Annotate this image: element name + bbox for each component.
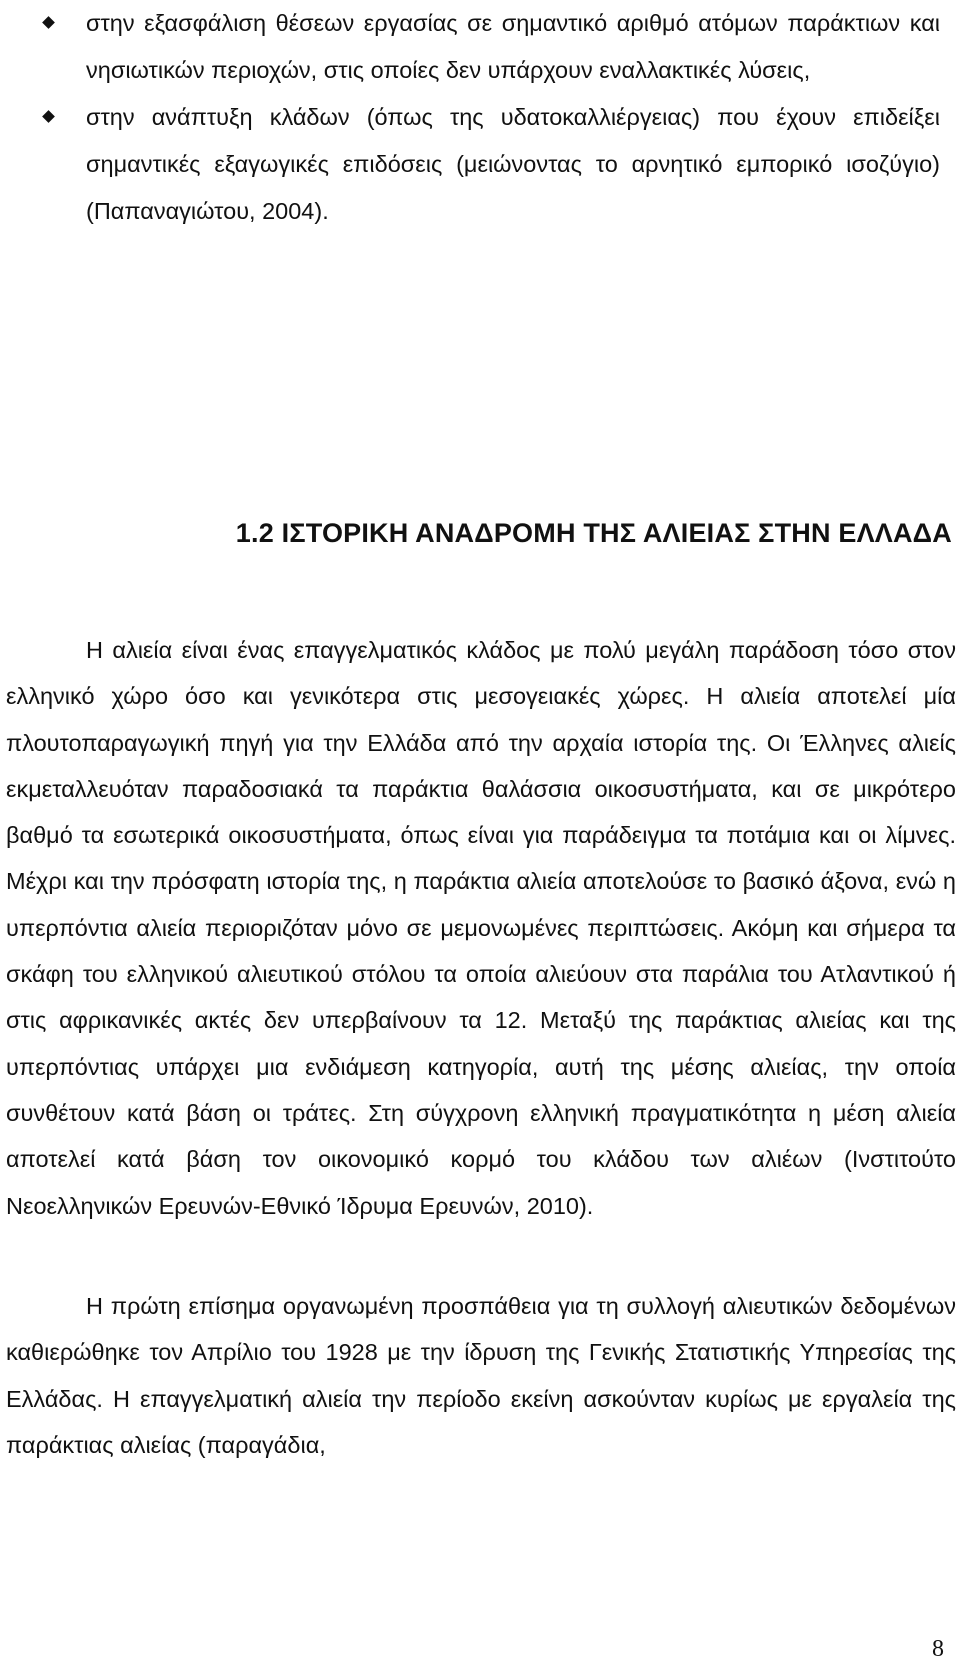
bullet-item — [40, 0, 940, 94]
body-paragraph: Η αλιεία είναι ένας επαγγελματικός κλάδος με πολύ μεγάλη παράδοση τόσο στον ελληνικό χώρο όσο και γενικότερα στις μεσογειακές χώρες. Η αλιεία αποτελεί μία πλουτοπαραγωγική πηγή για την Ελλάδα από την αρχαία ιστορία της. Οι Έλληνες αλιείς εκμεταλλευόταν παραδοσιακά τα παράκτια θαλάσσια οικοσυστήματα, και σε μικρότερο βαθμό τα εσωτερικά οικοσυστήματα, όπως είναι για παράδειγμα τα ποτάμια και οι λίμνες. Μέχρι και την πρόσφατη ιστορία της, η παράκτια αλιεία αποτελούσε το βασικό άξονα, ενώ η υπερπόντια αλιεία περιοριζόταν μόνο σε μεμονωμένες περιπτώσεις. Ακόμη και σήμερα τα σκάφη του ελληνικού αλιευτικού στόλου τα οποία αλιεύουν στα παράλια του Ατλαντικού ή στις αφρικανικές ακτές δεν υπερβαίνουν τα 12. Μεταξύ της παράκτιας αλιείας και της υπερπόντιας υπάρχει μια ενδιάμεση κατηγορία, αυτή της μέσης αλιείας, την οποία συνθέτουν κατά βάση οι τράτες. Στη σύγχρονη ελληνική πραγματικότητα η μέση αλιεία αποτελεί κατά βάση τον οικονομικό κορμό του κλάδου των αλιέων (Ινστιτούτο Νεοελληνικών Ερευνών-Εθνικό Ίδρυμα Ερευνών, 2010). — [6, 637, 956, 1219]
bullet-text: στην εξασφάλιση θέσεων εργασίας σε σημαντικό αριθμό ατόμων παράκτιων και νησιωτικών περιοχών, στις οποίες δεν υπάρχουν εναλλακτικές λύσεις, — [86, 10, 940, 83]
diamond-bullet-icon — [42, 110, 55, 123]
diamond-bullet-icon — [42, 16, 55, 29]
bullet-item — [40, 94, 940, 235]
page-number: 8 — [932, 1636, 944, 1662]
section-heading: 1.2 ΙΣΤΟΡΙΚΗ ΑΝΑΔΡΟΜΗ ΤΗΣ ΑΛΙΕΙΑΣ ΣΤΗΝ ΕΛΛΑΔΑ — [235, 518, 952, 548]
bullet-text: στην ανάπτυξη κλάδων (όπως της υδατοκαλλιέργειας) που έχουν επιδείξει σημαντικές εξαγωγικές επιδόσεις (μειώνοντας το αρνητικό εμπορικό ισοζύγιο) (Παπαναγιώτου, 2004). — [86, 104, 940, 224]
body-paragraph: Η πρώτη επίσημα οργανωμένη προσπάθεια για τη συλλογή αλιευτικών δεδομένων καθιερώθηκε τον Απρίλιο του 1928 με την ίδρυση της Γενικής Στατιστικής Υπηρεσίας της Ελλάδας. Η επαγγελματική αλιεία την περίοδο εκείνη ασκούνταν κυρίως με εργαλεία της παράκτιας αλιείας (παραγάδια, — [6, 1293, 956, 1458]
bullet-list — [40, 0, 940, 235]
